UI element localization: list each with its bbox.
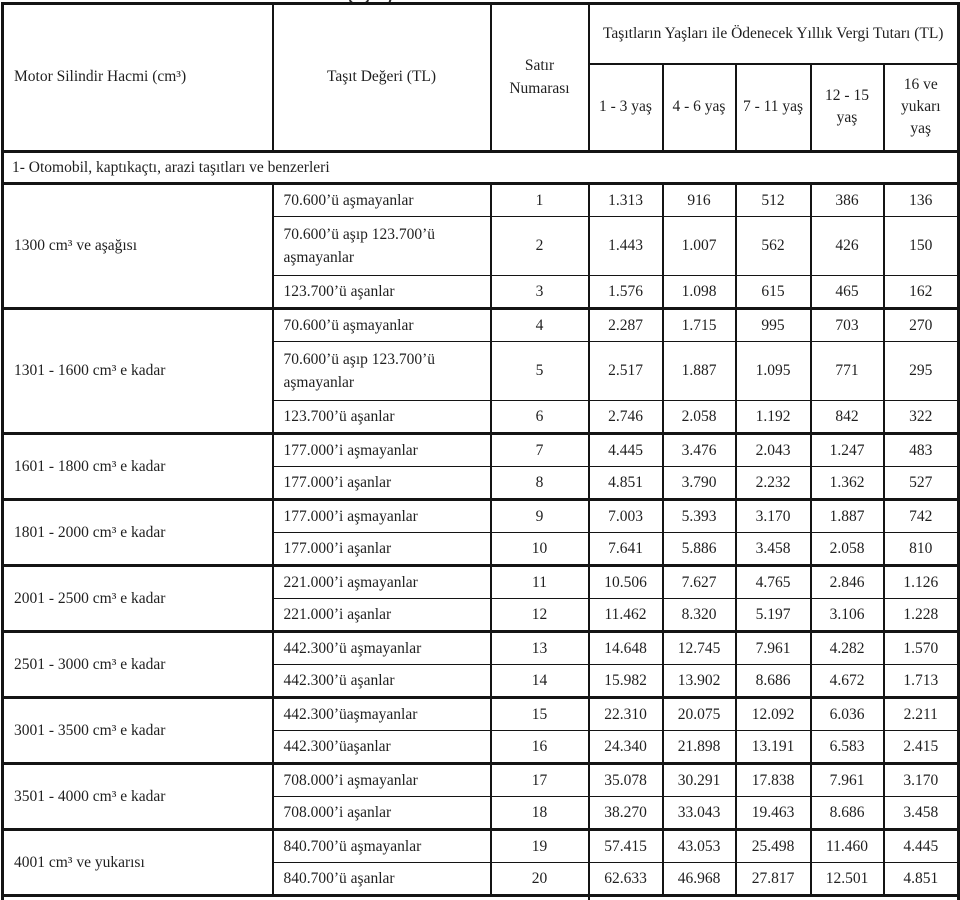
engine-size-cell: 2001 - 2500 cm³ e kadar <box>3 566 273 632</box>
vehicle-value-cell: 840.700’ü aşmayanlar <box>273 830 491 863</box>
row-number-cell: 19 <box>491 830 589 863</box>
row-number-header: Satır Numarası <box>491 4 589 152</box>
vehicle-value-cell: 221.000’i aşanlar <box>273 599 491 632</box>
table-row <box>3 764 959 797</box>
tax-amount-cell: 27.817 <box>736 863 811 896</box>
tax-amount-cell: 35.078 <box>589 764 663 797</box>
tax-amount-cell: 1.715 <box>663 309 736 342</box>
row-number-cell: 14 <box>491 665 589 698</box>
tax-amount-cell: 2.211 <box>884 698 959 731</box>
table-body <box>3 152 959 900</box>
vehicle-value-header: Taşıt Değeri (TL) <box>273 4 491 152</box>
tax-amount-cell: 3.476 <box>663 434 736 467</box>
tax-amount-cell: 13.902 <box>663 665 736 698</box>
tax-amount-cell: 2.232 <box>736 467 811 500</box>
tax-amount-cell: 4.672 <box>811 665 884 698</box>
tax-amount-cell: 2.746 <box>589 401 663 434</box>
tax-amount-cell: 295 <box>884 342 959 401</box>
tax-amount-cell: 4.282 <box>811 632 884 665</box>
tax-amount-cell: 5.197 <box>736 599 811 632</box>
tax-amount-group-header: Taşıtların Yaşları ile Ödenecek Yıllık Vergi Tutarı (TL) <box>589 4 959 64</box>
tax-amount-cell: 3.106 <box>811 599 884 632</box>
tax-amount-cell: 1.362 <box>811 467 884 500</box>
row-number-cell: 11 <box>491 566 589 599</box>
tax-amount-cell: 13.191 <box>736 731 811 764</box>
tax-amount-cell: 38.270 <box>589 797 663 830</box>
tax-amount-cell: 527 <box>884 467 959 500</box>
vehicle-tax-table <box>1 2 960 900</box>
vehicle-value-cell: 70.600’ü aşmayanlar <box>273 309 491 342</box>
row-number-cell: 16 <box>491 731 589 764</box>
table-row <box>3 309 959 342</box>
vehicle-value-cell: 442.300’üaşanlar <box>273 731 491 764</box>
tax-amount-cell: 703 <box>811 309 884 342</box>
row-number-cell: 4 <box>491 309 589 342</box>
tax-amount-cell: 20.075 <box>663 698 736 731</box>
tax-amount-cell: 12.745 <box>663 632 736 665</box>
row-number-cell: 8 <box>491 467 589 500</box>
tax-amount-cell: 810 <box>884 533 959 566</box>
tax-amount-cell: 8.686 <box>811 797 884 830</box>
tax-amount-cell: 12.501 <box>811 863 884 896</box>
tax-amount-cell: 1.570 <box>884 632 959 665</box>
vehicle-value-cell: 70.600’ü aşıp 123.700’ü aşmayanlar <box>273 217 491 276</box>
tax-amount-cell: 21.898 <box>663 731 736 764</box>
vehicle-value-cell: 442.300’ü aşmayanlar <box>273 632 491 665</box>
tax-amount-cell: 4.445 <box>589 434 663 467</box>
tax-amount-cell: 7.627 <box>663 566 736 599</box>
tax-amount-cell: 8.686 <box>736 665 811 698</box>
tax-amount-cell: 512 <box>736 184 811 217</box>
tax-amount-cell: 386 <box>811 184 884 217</box>
vehicle-value-cell: 70.600’ü aşmayanlar <box>273 184 491 217</box>
tax-amount-cell: 15.982 <box>589 665 663 698</box>
engine-size-cell: 1301 - 1600 cm³ e kadar <box>3 309 273 434</box>
vehicle-value-cell: 442.300’ü aşanlar <box>273 665 491 698</box>
engine-size-cell: 4001 cm³ ve yukarısı <box>3 830 273 896</box>
tax-amount-cell: 7.961 <box>811 764 884 797</box>
table-row <box>3 632 959 665</box>
table-row <box>3 184 959 217</box>
tax-amount-cell: 742 <box>884 500 959 533</box>
section-row <box>3 152 959 184</box>
engine-size-cell: 3501 - 4000 cm³ e kadar <box>3 764 273 830</box>
tax-amount-cell: 2.287 <box>589 309 663 342</box>
tax-amount-cell: 771 <box>811 342 884 401</box>
tax-amount-cell: 22.310 <box>589 698 663 731</box>
tax-amount-cell: 322 <box>884 401 959 434</box>
tax-amount-cell: 1.576 <box>589 276 663 309</box>
vehicle-value-cell: 840.700’ü aşanlar <box>273 863 491 896</box>
vehicle-value-cell: 177.000’i aşanlar <box>273 533 491 566</box>
tax-amount-cell: 4.851 <box>589 467 663 500</box>
engine-size-cell: 2501 - 3000 cm³ e kadar <box>3 632 273 698</box>
tax-amount-cell: 14.648 <box>589 632 663 665</box>
partial-cropped-cell <box>3 896 589 900</box>
tax-amount-cell: 4.851 <box>884 863 959 896</box>
tax-amount-cell: 270 <box>884 309 959 342</box>
tax-amount-cell: 1.007 <box>663 217 736 276</box>
row-number-cell: 2 <box>491 217 589 276</box>
tax-amount-cell: 1.126 <box>884 566 959 599</box>
table-row <box>3 566 959 599</box>
row-number-cell: 3 <box>491 276 589 309</box>
tax-amount-cell: 1.192 <box>736 401 811 434</box>
tax-amount-cell: 1.313 <box>589 184 663 217</box>
tax-amount-cell: 615 <box>736 276 811 309</box>
tax-amount-cell: 2.043 <box>736 434 811 467</box>
age-column-header-4-6: 4 - 6 yaş <box>663 64 736 152</box>
engine-size-cell: 3001 - 3500 cm³ e kadar <box>3 698 273 764</box>
row-number-cell: 1 <box>491 184 589 217</box>
engine-size-cell: 1801 - 2000 cm³ e kadar <box>3 500 273 566</box>
tax-amount-cell: 46.968 <box>663 863 736 896</box>
tax-amount-cell: 1.098 <box>663 276 736 309</box>
tax-amount-cell: 3.790 <box>663 467 736 500</box>
tax-amount-cell: 33.043 <box>663 797 736 830</box>
tax-amount-cell: 162 <box>884 276 959 309</box>
row-number-cell: 6 <box>491 401 589 434</box>
tax-amount-cell: 842 <box>811 401 884 434</box>
tax-amount-cell: 7.641 <box>589 533 663 566</box>
tax-amount-cell: 136 <box>884 184 959 217</box>
vehicle-value-cell: 442.300’üaşmayanlar <box>273 698 491 731</box>
tax-amount-cell: 465 <box>811 276 884 309</box>
vehicle-value-cell: 221.000’i aşmayanlar <box>273 566 491 599</box>
section-title: 1- Otomobil, kaptıkaçtı, arazi taşıtları ve benzerleri <box>3 152 959 184</box>
row-number-cell: 7 <box>491 434 589 467</box>
tax-amount-cell: 11.460 <box>811 830 884 863</box>
row-number-cell: 20 <box>491 863 589 896</box>
engine-size-cell: 1300 cm³ ve aşağısı <box>3 184 273 309</box>
partial-cropped-cell <box>589 896 959 900</box>
tax-amount-cell: 10.506 <box>589 566 663 599</box>
row-number-cell: 13 <box>491 632 589 665</box>
tax-amount-cell: 25.498 <box>736 830 811 863</box>
vehicle-value-cell: 708.000’i aşanlar <box>273 797 491 830</box>
tax-amount-cell: 3.458 <box>884 797 959 830</box>
table-row <box>3 698 959 731</box>
tax-amount-cell: 2.415 <box>884 731 959 764</box>
tax-amount-cell: 19.463 <box>736 797 811 830</box>
vehicle-value-cell: 708.000’i aşmayanlar <box>273 764 491 797</box>
tax-amount-cell: 57.415 <box>589 830 663 863</box>
tax-amount-cell: 1.443 <box>589 217 663 276</box>
tax-amount-cell: 2.846 <box>811 566 884 599</box>
table-row <box>3 434 959 467</box>
table-row <box>3 830 959 863</box>
tax-amount-cell: 5.886 <box>663 533 736 566</box>
age-column-header-1-3: 1 - 3 yaş <box>589 64 663 152</box>
tax-amount-cell: 11.462 <box>589 599 663 632</box>
tax-amount-cell: 3.170 <box>884 764 959 797</box>
tax-amount-cell: 2.517 <box>589 342 663 401</box>
tax-amount-cell: 1.095 <box>736 342 811 401</box>
tax-amount-cell: 5.393 <box>663 500 736 533</box>
age-column-header-12-15: 12 - 15 yaş <box>811 64 884 152</box>
tax-amount-cell: 7.961 <box>736 632 811 665</box>
vehicle-value-cell: 177.000’i aşanlar <box>273 467 491 500</box>
tax-amount-cell: 3.170 <box>736 500 811 533</box>
tax-amount-cell: 4.765 <box>736 566 811 599</box>
tax-amount-cell: 2.058 <box>811 533 884 566</box>
tax-amount-cell: 1.887 <box>811 500 884 533</box>
partial-cropped-row <box>3 896 959 900</box>
tax-amount-cell: 1.887 <box>663 342 736 401</box>
tax-amount-cell: 12.092 <box>736 698 811 731</box>
tax-amount-cell: 6.583 <box>811 731 884 764</box>
row-number-cell: 5 <box>491 342 589 401</box>
tax-amount-cell: 562 <box>736 217 811 276</box>
engine-size-header: Motor Silindir Hacmi (cm³) <box>3 4 273 152</box>
row-number-cell: 17 <box>491 764 589 797</box>
tax-amount-cell: 62.633 <box>589 863 663 896</box>
tax-amount-cell: 1.713 <box>884 665 959 698</box>
header-row-top <box>3 4 959 64</box>
tax-amount-cell: 483 <box>884 434 959 467</box>
vehicle-value-cell: 123.700’ü aşanlar <box>273 276 491 309</box>
tax-amount-cell: 426 <box>811 217 884 276</box>
row-number-cell: 12 <box>491 599 589 632</box>
tax-amount-cell: 6.036 <box>811 698 884 731</box>
tax-amount-cell: 1.247 <box>811 434 884 467</box>
row-number-cell: 10 <box>491 533 589 566</box>
row-number-cell: 9 <box>491 500 589 533</box>
tax-amount-cell: 995 <box>736 309 811 342</box>
row-number-cell: 15 <box>491 698 589 731</box>
age-column-header-16-plus: 16 ve yukarı yaş <box>884 64 959 152</box>
tax-amount-cell: 2.058 <box>663 401 736 434</box>
vehicle-value-cell: 177.000’i aşmayanlar <box>273 434 491 467</box>
tax-amount-cell: 43.053 <box>663 830 736 863</box>
vehicle-value-cell: 70.600’ü aşıp 123.700’ü aşmayanlar <box>273 342 491 401</box>
vehicle-value-cell: 177.000’i aşmayanlar <box>273 500 491 533</box>
tax-amount-cell: 24.340 <box>589 731 663 764</box>
tax-amount-cell: 7.003 <box>589 500 663 533</box>
tax-amount-cell: 1.228 <box>884 599 959 632</box>
tax-amount-cell: 3.458 <box>736 533 811 566</box>
table-header <box>3 4 959 152</box>
tax-amount-cell: 8.320 <box>663 599 736 632</box>
tax-amount-cell: 916 <box>663 184 736 217</box>
vehicle-value-cell: 123.700’ü aşanlar <box>273 401 491 434</box>
tax-amount-cell: 4.445 <box>884 830 959 863</box>
table-row <box>3 500 959 533</box>
age-column-header-7-11: 7 - 11 yaş <box>736 64 811 152</box>
row-number-cell: 18 <box>491 797 589 830</box>
engine-size-cell: 1601 - 1800 cm³ e kadar <box>3 434 273 500</box>
tax-amount-cell: 30.291 <box>663 764 736 797</box>
tax-amount-cell: 17.838 <box>736 764 811 797</box>
tax-amount-cell: 150 <box>884 217 959 276</box>
